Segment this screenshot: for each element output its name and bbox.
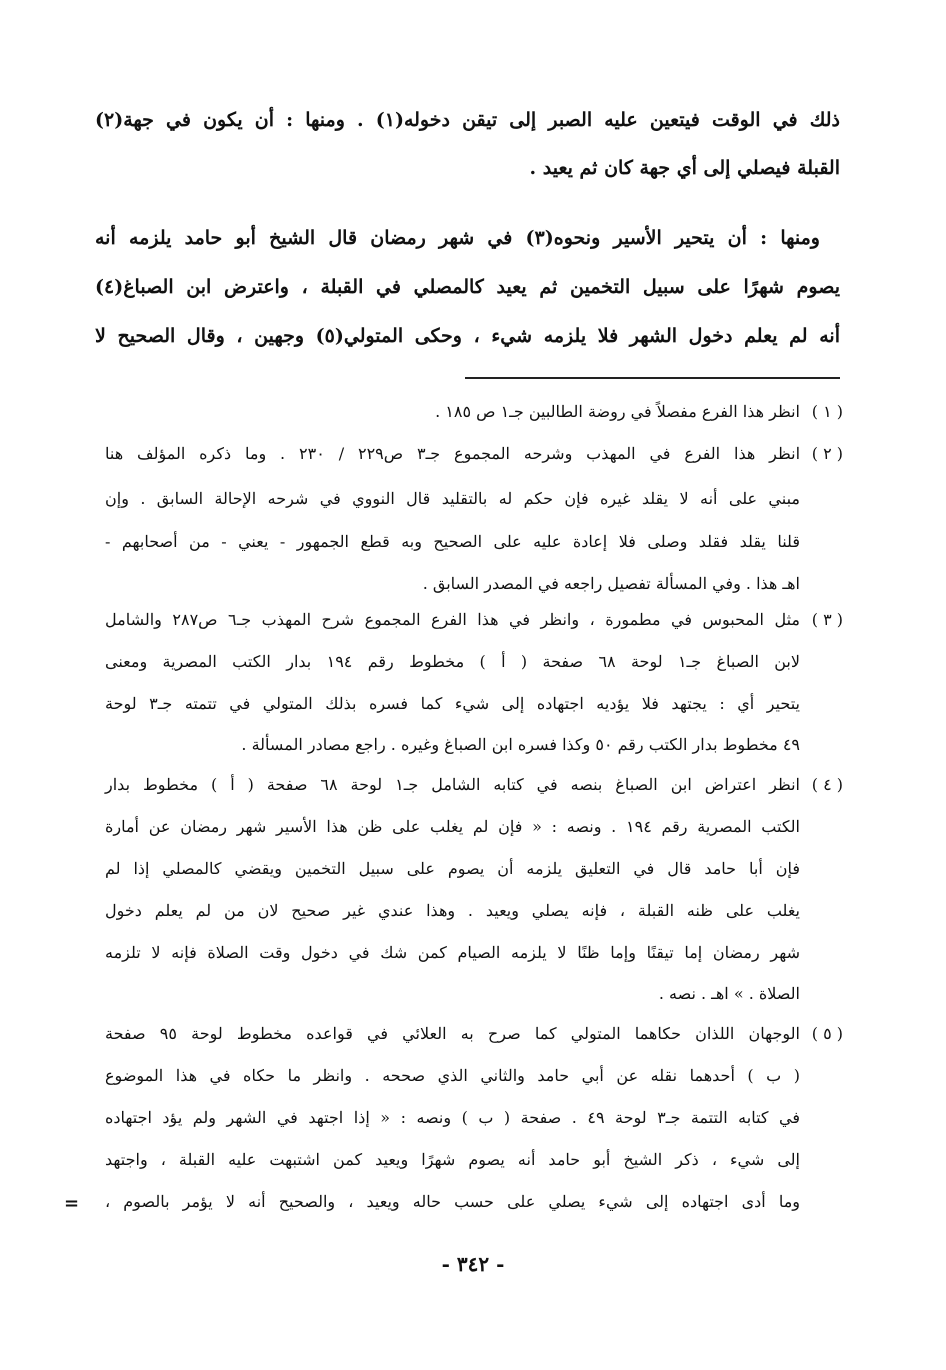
- main-text-line: يصوم شهرًا على سبيل التخمين ثم يعيد كالمصلي في القبلة ، واعترض ابن الصباغ(٤): [95, 276, 840, 298]
- footnote-number: ( ٤ ): [811, 775, 843, 794]
- footnote-separator: [465, 377, 840, 379]
- footnote-line: اهـ هذا . وفي المسألة تفصيل راجعه في المصدر السابق .: [422, 574, 800, 593]
- footnote-line: إلى شيء ، ذكر الشيخ أبو حامد أنه يصوم شهرًا ويعيد كمن اشتبهت عليه القبلة ، واجتهد: [105, 1150, 800, 1169]
- footnote-line: شهر رمضان إما تيقنًا وإما ظنًا لا يلزمه الصيام كمن شك في دخول وقت الصلاة فإنه لا تلزمه: [105, 943, 800, 962]
- footnote-line: في كتابه التتمة جـ٣ لوحة ٤٩ . صفحة ( ب ) ونصه : « إذا اجتهد في الشهر ولم يؤد اجتهاده: [105, 1108, 800, 1127]
- continuation-mark: =: [64, 1193, 80, 1214]
- footnote-line: الكتب المصرية رقم ١٩٤ . ونصه : « فإن لم يغلب على ظن هذا الأسير شهر رمضان عن أمارة: [105, 817, 800, 836]
- main-text-line: ومنها : أن يتحير الأسير ونحوه(٣) في شهر رمضان قال الشيخ أبو حامد يلزمه أنه: [95, 227, 820, 249]
- footnote-line: مثل المحبوس في مطمورة ، وانظر في هذا الفرع المجموع شرح المهذب جـ٦ ص٢٨٧ والشامل: [105, 610, 800, 629]
- footnote-number: ( ٣ ): [811, 610, 843, 629]
- page-number: - ٣٤٢ -: [441, 1252, 505, 1276]
- footnote-line: انظر هذا الفرع في المهذب وشرحه المجموع جـ٣ ص٢٢٩ / ٢٣٠ . وما ذكره المؤلف هنا: [105, 444, 801, 463]
- footnote-line: ٤٩ مخطوط بدار الكتب رقم ٥٠ وكذا فسره ابن الصباغ وغيره . راجع مصادر المسألة .: [241, 735, 800, 754]
- footnote-line: يغلب على ظنه القبلة ، فإنه يصلي ويعيد . وهذا عندي غير صحيح لان من لم يعلم دخول: [105, 901, 800, 920]
- footnote-line: الصلاة . » اهـ . نصه .: [658, 984, 800, 1003]
- main-text-line: ذلك في الوقت فيتعين عليه الصبر إلى تيقن دخوله(١) . ومنها : أن يكون في جهة(٢): [95, 109, 840, 131]
- footnote-line: قلنا يقلد فقلد وصلى فلا إعادة عليه على الصحيح وبه قطع الجمهور - يعني - من أصحابهم -: [105, 532, 800, 551]
- footnote-line: انظر هذا الفرع مفصلاً في روضة الطالبين جـ١ ص ١٨٥ .: [435, 402, 800, 421]
- footnote-line: الوجهان اللذان حكاهما المتولي كما صرح به العلائي في قواعده مخطوط لوحة ٩٥ صفحة: [105, 1024, 801, 1043]
- footnote-line: لابن الصباغ جـ١ لوحة ٦٨ صفحة ( أ ) مخطوط رقم ١٩٤ بدار الكتب المصرية ومعنى: [105, 652, 801, 671]
- footnote-line: مبني على أنه لا يقلد غيره فإن حكم له بالتقليد قال النووي في شرحه الإحالة السابق . وإن: [105, 489, 800, 508]
- footnote-line: يتحير أي : يجتهد فلا يؤديه اجتهاده إلى شيء كما فسره بذلك المتولي في تتمته جـ٣ لوحة: [105, 694, 800, 713]
- footnote-number: ( ١ ): [811, 402, 843, 421]
- footnote-line: ( ب ) أحدهما نقله عن أبي حامد والثاني الذي صححه . وانظر ما حكاه في هذا الموضوع: [105, 1066, 800, 1085]
- footnote-line: فإن أبا حامد قال في التعليق يلزمه أن يصوم على سبيل التخمين ويقضي كالمصلي إذا لم: [105, 859, 801, 878]
- footnote-line: وما أدى اجتهاده إلى شيء يصلي على حسب حاله ويعيد ، والصحيح أنه لا يؤمر بالصوم ،: [105, 1192, 800, 1211]
- main-text-line: القبلة فيصلي إلى أي جهة كان ثم يعيد .: [529, 157, 840, 179]
- footnote-number: ( ٥ ): [811, 1024, 843, 1043]
- footnote-line: انظر اعتراض ابن الصباغ بنصه في كتابه الشامل جـ١ لوحة ٦٨ صفحة ( أ ) مخطوط بدار: [105, 775, 800, 794]
- main-text-line: أنه لم يعلم دخول الشهر فلا يلزمه شيء ، وحكى المتولي(٥) وجهين ، وقال الصحيح لا: [95, 325, 840, 347]
- footnote-number: ( ٢ ): [811, 444, 843, 463]
